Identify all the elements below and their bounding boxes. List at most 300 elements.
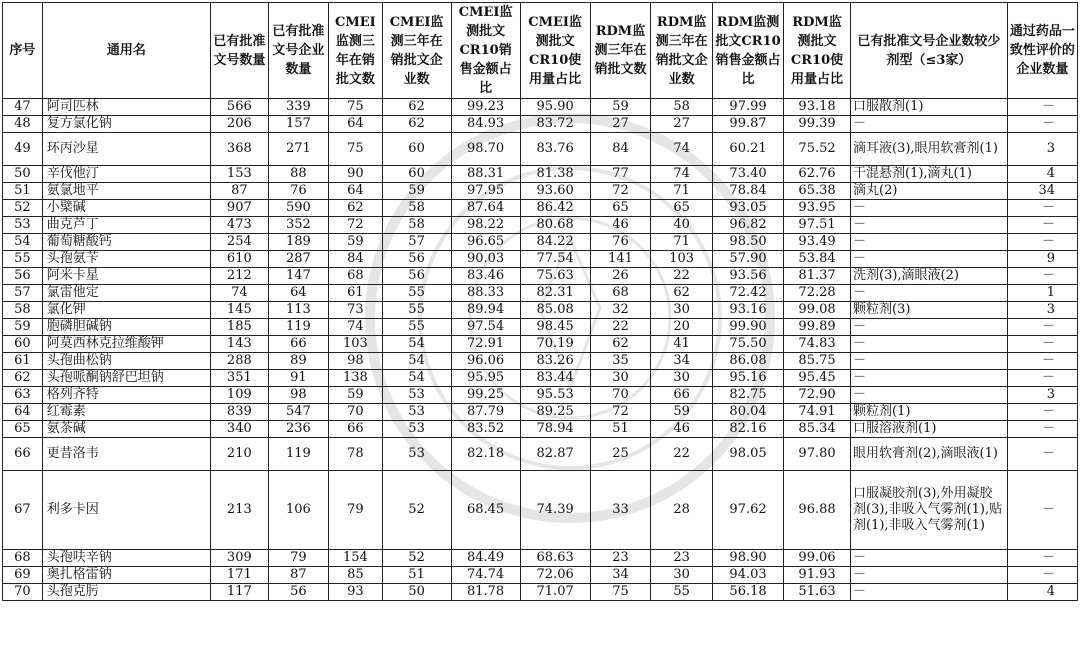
table-cell: 84 (329, 251, 382, 268)
drug-name-cell: 小檗碱 (42, 200, 210, 217)
table-row (3, 353, 1078, 370)
table-row (3, 550, 1078, 567)
table-cell: 57.90 (712, 251, 783, 268)
table-row (3, 217, 1078, 234)
table-cell: 61 (329, 285, 382, 302)
table-cell: 35 (590, 353, 651, 370)
table-cell: 78.84 (712, 183, 783, 200)
table-cell: 55 (3, 251, 43, 268)
table-cell: 70 (590, 387, 651, 404)
table-cell: 87 (268, 567, 329, 584)
table-cell: 59 (382, 183, 451, 200)
table-cell: 96.88 (784, 471, 851, 550)
table-cell: － (1007, 370, 1077, 387)
table-cell: 62 (329, 200, 382, 217)
table-cell: 23 (651, 550, 713, 567)
table-cell: 62.76 (784, 166, 851, 183)
table-cell: 98.45 (520, 319, 590, 336)
table-cell: 74 (211, 285, 269, 302)
table-cell: 84.93 (451, 116, 520, 133)
table-row (3, 404, 1078, 421)
dosage-form-cell: 口服散剂(1) (851, 99, 1008, 116)
table-cell: 97.54 (451, 319, 520, 336)
table-cell: 60 (382, 133, 451, 166)
table-cell: 53 (382, 387, 451, 404)
table-cell: 80.04 (712, 404, 783, 421)
table-cell: 839 (211, 404, 269, 421)
table-cell: 189 (268, 234, 329, 251)
table-cell: 610 (211, 251, 269, 268)
column-header: 已有批准文号企业数较少剂型（≤3家） (851, 3, 1008, 99)
table-cell: 68.63 (520, 550, 590, 567)
table-cell: 75 (329, 133, 382, 166)
table-cell: 98.05 (712, 438, 783, 471)
table-cell: 147 (268, 268, 329, 285)
table-cell: 91.93 (784, 567, 851, 584)
table-cell: 68 (329, 268, 382, 285)
table-cell: 254 (211, 234, 269, 251)
column-header: CMEI监测批文CR10销售金额占比 (451, 3, 520, 99)
drug-name-cell: 氯雷他定 (42, 285, 210, 302)
table-cell: 74.91 (784, 404, 851, 421)
table-cell: 80.68 (520, 217, 590, 234)
table-cell: 473 (211, 217, 269, 234)
table-cell: 84 (590, 133, 651, 166)
table-cell: 99.23 (451, 99, 520, 116)
table-cell: 75.63 (520, 268, 590, 285)
table-row (3, 438, 1078, 471)
table-cell: 72.06 (520, 567, 590, 584)
table-cell: 97.95 (451, 183, 520, 200)
table-cell: － (1007, 404, 1077, 421)
table-cell: 212 (211, 268, 269, 285)
table-cell: 98.70 (451, 133, 520, 166)
table-cell: 83.52 (451, 421, 520, 438)
table-cell: － (1007, 319, 1077, 336)
table-cell: 52 (382, 471, 451, 550)
table-cell: 56 (382, 251, 451, 268)
table-cell: 351 (211, 370, 269, 387)
table-row (3, 251, 1078, 268)
table-row (3, 319, 1078, 336)
table-cell: 76 (590, 234, 651, 251)
table-row (3, 567, 1078, 584)
table-cell: 83.72 (520, 116, 590, 133)
table-cell: 99.90 (712, 319, 783, 336)
dosage-form-cell: 眼用软膏剂(2),滴眼液(1) (851, 438, 1008, 471)
table-cell: 64 (329, 183, 382, 200)
table-cell: 93.05 (712, 200, 783, 217)
table-cell: 96.06 (451, 353, 520, 370)
table-cell: 171 (211, 567, 269, 584)
table-cell: 56 (382, 268, 451, 285)
drug-name-cell: 胞磷胆碱钠 (42, 319, 210, 336)
drug-name-cell: 更昔洛韦 (42, 438, 210, 471)
table-cell: － (1007, 336, 1077, 353)
dosage-form-cell: － (851, 550, 1008, 567)
drug-name-cell: 复方氯化钠 (42, 116, 210, 133)
table-cell: 56.18 (712, 584, 783, 601)
table-cell: 61 (3, 353, 43, 370)
table-cell: 66 (3, 438, 43, 471)
table-cell: 87 (211, 183, 269, 200)
table-cell: 75.50 (712, 336, 783, 353)
table-cell: 30 (651, 302, 713, 319)
table-cell: － (1007, 268, 1077, 285)
dosage-form-cell: － (851, 234, 1008, 251)
table-cell: 109 (211, 387, 269, 404)
table-row (3, 183, 1078, 200)
table-cell: 40 (651, 217, 713, 234)
table-cell: 54 (3, 234, 43, 251)
table-cell: 62 (3, 370, 43, 387)
table-cell: 71 (651, 183, 713, 200)
table-cell: 62 (590, 336, 651, 353)
table-cell: 85.08 (520, 302, 590, 319)
column-header: CMEI监测三年在销批文数 (329, 3, 382, 99)
table-cell: 271 (268, 133, 329, 166)
table-cell: 97.80 (784, 438, 851, 471)
table-cell: 309 (211, 550, 269, 567)
drug-name-cell: 头孢哌酮钠舒巴坦钠 (42, 370, 210, 387)
table-cell: 210 (211, 438, 269, 471)
table-cell: 339 (268, 99, 329, 116)
table-cell: 69 (3, 567, 43, 584)
table-cell: 89 (268, 353, 329, 370)
table-cell: 46 (651, 421, 713, 438)
table-cell: 55 (651, 584, 713, 601)
table-cell: 53 (382, 438, 451, 471)
table-cell: 25 (590, 438, 651, 471)
table-cell: 72 (329, 217, 382, 234)
table-cell: 138 (329, 370, 382, 387)
table-cell: 62 (382, 99, 451, 116)
table-cell: 77.54 (520, 251, 590, 268)
table-cell: 58 (3, 302, 43, 319)
table-cell: 85.34 (784, 421, 851, 438)
table-cell: － (1007, 421, 1077, 438)
table-cell: 28 (651, 471, 713, 550)
table-cell: 4 (1007, 584, 1077, 601)
table-cell: 34 (651, 353, 713, 370)
table-cell: 59 (329, 234, 382, 251)
table-cell: 64 (329, 116, 382, 133)
table-cell: 93.56 (712, 268, 783, 285)
table-cell: 54 (382, 370, 451, 387)
table-cell: 9 (1007, 251, 1077, 268)
table-cell: 82.87 (520, 438, 590, 471)
table-cell: 93.18 (784, 99, 851, 116)
table-cell: 51 (382, 567, 451, 584)
table-row (3, 387, 1078, 404)
column-header: 通用名 (42, 3, 210, 99)
dosage-form-cell: － (851, 370, 1008, 387)
table-cell: 66 (651, 387, 713, 404)
table-cell: 30 (590, 370, 651, 387)
drug-name-cell: 头孢克肟 (42, 584, 210, 601)
table-cell: 81.78 (451, 584, 520, 601)
table-cell: 68 (590, 285, 651, 302)
table-cell: － (1007, 234, 1077, 251)
dosage-form-cell: 颗粒剂(3) (851, 302, 1008, 319)
table-cell: － (1007, 471, 1077, 550)
table-cell: 213 (211, 471, 269, 550)
table-cell: 99.87 (712, 116, 783, 133)
table-cell: － (1007, 200, 1077, 217)
table-cell: 58 (382, 200, 451, 217)
table-cell: 70.19 (520, 336, 590, 353)
table-cell: 74 (651, 133, 713, 166)
dosage-form-cell: － (851, 584, 1008, 601)
table-cell: 145 (211, 302, 269, 319)
dosage-form-cell: － (851, 217, 1008, 234)
table-cell: 48 (3, 116, 43, 133)
dosage-form-cell: 颗粒剂(1) (851, 404, 1008, 421)
table-cell: 547 (268, 404, 329, 421)
table-cell: 34 (1007, 183, 1077, 200)
table-cell: 206 (211, 116, 269, 133)
table-cell: 87.79 (451, 404, 520, 421)
table-cell: 60 (3, 336, 43, 353)
table-cell: 75.52 (784, 133, 851, 166)
dosage-form-cell: 口服溶液剂(1) (851, 421, 1008, 438)
table-cell: 60 (382, 166, 451, 183)
table-cell: 84.49 (451, 550, 520, 567)
table-cell: 67 (3, 471, 43, 550)
table-cell: 60.21 (712, 133, 783, 166)
drug-name-cell: 曲克芦丁 (42, 217, 210, 234)
table-cell: 74 (651, 166, 713, 183)
table-cell: 34 (590, 567, 651, 584)
table-cell: 71.07 (520, 584, 590, 601)
table-row (3, 234, 1078, 251)
table-cell: 51 (590, 421, 651, 438)
table-cell: 185 (211, 319, 269, 336)
column-header: RDM监测批文CR10销售金额占比 (712, 3, 783, 99)
table-row (3, 336, 1078, 353)
table-row (3, 200, 1078, 217)
table-cell: 86.42 (520, 200, 590, 217)
table-cell: 4 (1007, 166, 1077, 183)
table-cell: 47 (3, 99, 43, 116)
table-cell: 22 (651, 438, 713, 471)
table-cell: － (1007, 438, 1077, 471)
table-cell: 368 (211, 133, 269, 166)
table-cell: 103 (651, 251, 713, 268)
column-header: 已有批准文号数量 (211, 3, 269, 99)
drug-name-cell: 氨茶碱 (42, 421, 210, 438)
table-cell: 30 (651, 370, 713, 387)
table-cell: 63 (3, 387, 43, 404)
table-cell: 75 (329, 99, 382, 116)
table-cell: 99.39 (784, 116, 851, 133)
table-cell: 96.82 (712, 217, 783, 234)
table-cell: 117 (211, 584, 269, 601)
table-cell: 143 (211, 336, 269, 353)
dosage-form-cell: 干混悬剂(1),滴丸(1) (851, 166, 1008, 183)
table-cell: 64 (268, 285, 329, 302)
dosage-form-cell: － (851, 567, 1008, 584)
table-cell: 62 (651, 285, 713, 302)
table-cell: 27 (590, 116, 651, 133)
column-header: RDM监测三年在销批文数 (590, 3, 651, 99)
table-row (3, 99, 1078, 116)
table-cell: 33 (590, 471, 651, 550)
table-cell: 83.44 (520, 370, 590, 387)
table-cell: 66 (329, 421, 382, 438)
table-header-row (3, 3, 1078, 99)
dosage-form-cell: 洗剂(3),滴眼液(2) (851, 268, 1008, 285)
table-cell: － (1007, 353, 1077, 370)
table-cell: 89.25 (520, 404, 590, 421)
dosage-form-cell: － (851, 116, 1008, 133)
table-cell: 30 (651, 567, 713, 584)
table-cell: 99.25 (451, 387, 520, 404)
drug-name-cell: 头孢曲松钠 (42, 353, 210, 370)
table-cell: 93.16 (712, 302, 783, 319)
table-cell: 93.60 (520, 183, 590, 200)
table-cell: 157 (268, 116, 329, 133)
table-row (3, 584, 1078, 601)
table-cell: 98 (268, 387, 329, 404)
table-cell: 82.75 (712, 387, 783, 404)
table-cell: 98 (329, 353, 382, 370)
table-cell: 95.95 (451, 370, 520, 387)
table-cell: 59 (329, 387, 382, 404)
table-cell: － (1007, 116, 1077, 133)
table-cell: 49 (3, 133, 43, 166)
table-cell: 27 (651, 116, 713, 133)
table-row (3, 421, 1078, 438)
table-cell: 32 (590, 302, 651, 319)
table-cell: 119 (268, 319, 329, 336)
table-cell: 26 (590, 268, 651, 285)
table-cell: 74.74 (451, 567, 520, 584)
table-cell: 352 (268, 217, 329, 234)
table-cell: 93.49 (784, 234, 851, 251)
table-cell: 95.90 (520, 99, 590, 116)
dosage-form-cell: － (851, 319, 1008, 336)
table-cell: 53 (382, 421, 451, 438)
table-cell: 57 (3, 285, 43, 302)
table-cell: 85 (329, 567, 382, 584)
dosage-form-cell: 滴丸(2) (851, 183, 1008, 200)
drug-name-cell: 阿司匹林 (42, 99, 210, 116)
table-cell: 340 (211, 421, 269, 438)
table-cell: 141 (590, 251, 651, 268)
dosage-form-cell: 口服凝胶剂(3),外用凝胶剂(3),非吸入气雾剂(1),贴剂(1),非吸入气雾剂(1) (851, 471, 1008, 550)
drug-name-cell: 头孢氨苄 (42, 251, 210, 268)
table-cell: 79 (329, 471, 382, 550)
table-cell: 68 (3, 550, 43, 567)
table-cell: 65.38 (784, 183, 851, 200)
table-cell: 91 (268, 370, 329, 387)
drug-name-cell: 格列齐特 (42, 387, 210, 404)
column-header: 通过药品一致性评价的企业数量 (1007, 3, 1077, 99)
dosage-form-cell: － (851, 387, 1008, 404)
table-cell: － (1007, 99, 1077, 116)
table-cell: 76 (268, 183, 329, 200)
drug-name-cell: 阿莫西林克拉维酸钾 (42, 336, 210, 353)
table-cell: 59 (590, 99, 651, 116)
dosage-form-cell: － (851, 353, 1008, 370)
table-cell: 73 (329, 302, 382, 319)
table-cell: 81.37 (784, 268, 851, 285)
table-cell: 83.46 (451, 268, 520, 285)
table-cell: 103 (329, 336, 382, 353)
table-cell: 75 (590, 584, 651, 601)
table-cell: 56 (268, 584, 329, 601)
table-cell: 86.08 (712, 353, 783, 370)
drug-name-cell: 奥扎格雷钠 (42, 567, 210, 584)
table-cell: 95.45 (784, 370, 851, 387)
table-cell: 54 (382, 353, 451, 370)
table-cell: 83.26 (520, 353, 590, 370)
table-cell: 52 (3, 200, 43, 217)
table-cell: 94.03 (712, 567, 783, 584)
table-cell: － (1007, 550, 1077, 567)
table-cell: 97.62 (712, 471, 783, 550)
table-cell: 78.94 (520, 421, 590, 438)
table-cell: 90 (329, 166, 382, 183)
table-row (3, 166, 1078, 183)
table-cell: 62 (382, 116, 451, 133)
table-cell: 98.90 (712, 550, 783, 567)
table-cell: 236 (268, 421, 329, 438)
table-cell: 85.75 (784, 353, 851, 370)
column-header: 序号 (3, 3, 43, 99)
table-cell: 99.89 (784, 319, 851, 336)
table-cell: 89.94 (451, 302, 520, 319)
table-cell: － (1007, 217, 1077, 234)
table-cell: 54 (382, 336, 451, 353)
table-cell: 77 (590, 166, 651, 183)
table-cell: 93.95 (784, 200, 851, 217)
table-cell: 55 (382, 285, 451, 302)
table-cell: 52 (382, 550, 451, 567)
table-cell: 22 (590, 319, 651, 336)
table-row (3, 116, 1078, 133)
table-cell: 79 (268, 550, 329, 567)
table-cell: 72 (590, 404, 651, 421)
column-header: RDM监测三年在销批文企业数 (651, 3, 713, 99)
table-cell: 72.91 (451, 336, 520, 353)
dosage-form-cell: － (851, 336, 1008, 353)
drug-name-cell: 辛伐他汀 (42, 166, 210, 183)
table-cell: 71 (651, 234, 713, 251)
table-cell: 88.31 (451, 166, 520, 183)
table-cell: 590 (268, 200, 329, 217)
table-cell: 81.38 (520, 166, 590, 183)
dosage-form-cell: － (851, 285, 1008, 302)
table-cell: 74.39 (520, 471, 590, 550)
table-cell: 88.33 (451, 285, 520, 302)
table-cell: 3 (1007, 387, 1077, 404)
dosage-form-cell: 滴耳液(3),眼用软膏剂(1) (851, 133, 1008, 166)
table-row (3, 285, 1078, 302)
table-cell: 50 (3, 166, 43, 183)
table-cell: 72 (590, 183, 651, 200)
table-cell: 95.53 (520, 387, 590, 404)
table-cell: 20 (651, 319, 713, 336)
table-cell: 87.64 (451, 200, 520, 217)
table-cell: 50 (382, 584, 451, 601)
drug-name-cell: 红霉素 (42, 404, 210, 421)
drug-name-cell: 阿米卡星 (42, 268, 210, 285)
table-cell: 58 (382, 217, 451, 234)
table-cell: 3 (1007, 133, 1077, 166)
table-cell: 51.63 (784, 584, 851, 601)
